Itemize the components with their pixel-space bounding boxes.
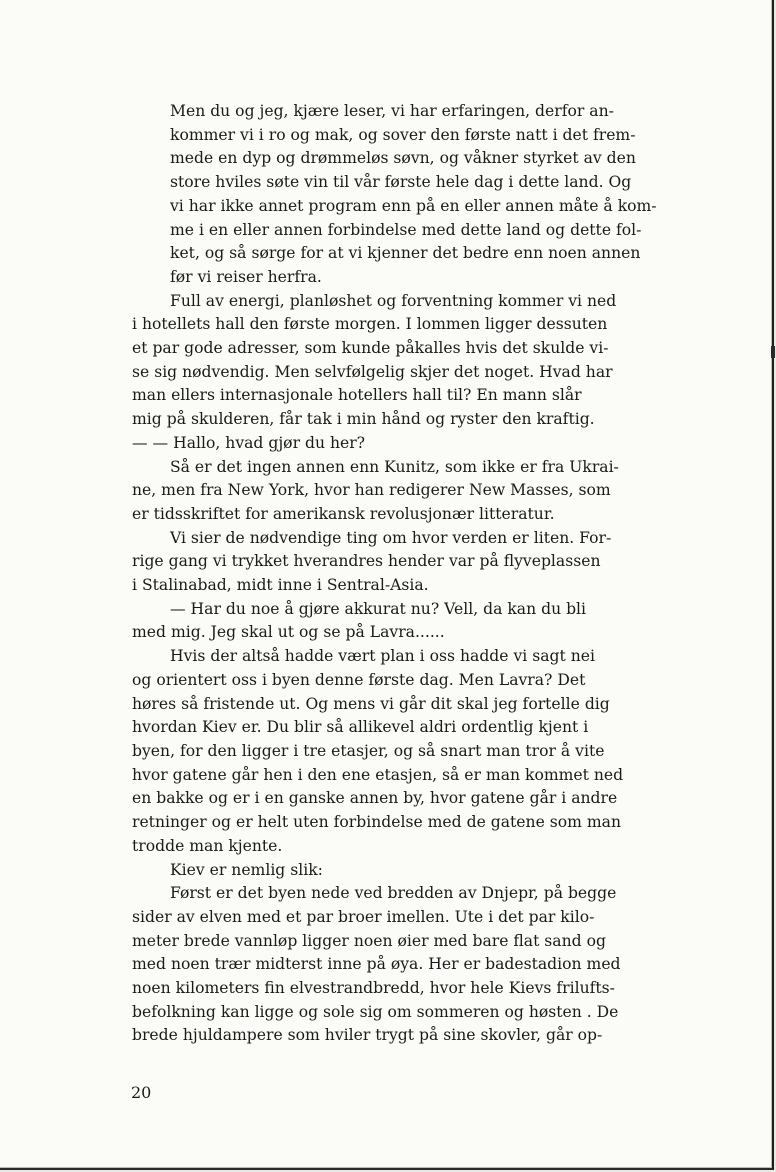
- text-line: byen, for den ligger i tre etasjer, og så snart man tror å vite: [132, 741, 605, 760]
- text-line: en bakke og er i en ganske annen by, hvor gatene går i andre: [132, 789, 618, 808]
- page-edge-mark: [771, 346, 775, 358]
- text-line: — — Hallo, hvad gjør du her?: [132, 433, 366, 452]
- text-line: hvor gatene går hen i den ene etasjen, så er man kommet ned: [132, 765, 624, 784]
- text-line: Men du og jeg, kjære leser, vi har erfaringen, derfor an-: [170, 102, 614, 120]
- text-line: befolkning kan ligge og sole sig om sommeren og høsten . De: [132, 1002, 619, 1021]
- paragraph-3: [132, 432, 694, 456]
- text-line: Først er det byen nede ved bredden av Dnjepr, på begge: [170, 884, 617, 903]
- text-line: i hotellets hall den første morgen. I lommen ligger dessuten: [132, 315, 608, 334]
- text-line: hvordan Kiev er. Du blir så allikevel aldri ordentlig kjent i: [132, 718, 589, 737]
- paragraph-9: [132, 882, 694, 1048]
- text-line: vi har ikke annet program enn på en eller annen måte å kom-: [170, 196, 657, 215]
- paragraph-8: [132, 859, 694, 883]
- text-line: — Har du noe å gjøre akkurat nu? Vell, da kan du bli: [170, 599, 587, 618]
- text-line: noen kilometers fin elvestrandbredd, hvor hele Kievs frilufts-: [132, 979, 615, 998]
- text-line: retninger og er helt uten forbindelse med de gatene som man: [132, 813, 622, 832]
- paragraph-2: [132, 290, 694, 432]
- text-line: mede en dyp og drømmeløs søvn, og våkner styrket av den: [170, 149, 636, 168]
- text-line: ne, men fra New York, hvor han redigerer New Masses, som: [132, 481, 611, 500]
- paragraph-6: [132, 598, 694, 645]
- body-text: [132, 100, 694, 1048]
- paragraph-4: [132, 456, 694, 527]
- paragraph-5: [132, 527, 694, 598]
- text-line: med mig. Jeg skal ut og se på Lavra......: [132, 623, 445, 642]
- text-line: Så er det ingen annen enn Kunitz, som ikke er fra Ukrai-: [170, 457, 619, 476]
- text-line: mig på skulderen, får tak i min hånd og ryster den kraftig.: [132, 410, 595, 429]
- text-line: ket, og så sørge for at vi kjenner det bedre enn noen annen: [170, 244, 641, 263]
- text-line: med noen trær midterst inne på øya. Her er badestadion med: [132, 955, 621, 974]
- text-line: Hvis der altså hadde vært plan i oss hadde vi sagt nei: [170, 647, 595, 666]
- text-line: Full av energi, planløshet og forventning kommer vi ned: [170, 291, 617, 310]
- text-line: me i en eller annen forbindelse med dette land og dette fol-: [170, 220, 642, 239]
- text-line: man ellers internasjonale hotellers hall til? En mann slår: [132, 386, 582, 405]
- text-line: høres så fristende ut. Og mens vi går dit skal jeg fortelle dig: [132, 694, 610, 713]
- text-line: meter brede vannløp ligger noen øier med bare flat sand og: [132, 931, 606, 950]
- text-line: rige gang vi trykket hverandres hender var på flyveplassen: [132, 552, 601, 571]
- text-line: et par gode adresser, som kunde påkalles hvis det skulde vi-: [132, 339, 609, 358]
- text-line: Vi sier de nødvendige ting om hvor verden er liten. For-: [170, 528, 612, 547]
- text-line: store hviles søte vin til vår første hele dag i dette land. Og: [170, 173, 632, 192]
- text-line: sider av elven med et par broer imellen. Ute i det par kilo-: [132, 907, 595, 926]
- paragraph-1: [132, 100, 694, 290]
- text-line: kommer vi i ro og mak, og sover den første natt i det frem-: [170, 125, 636, 144]
- text-line: se sig nødvendig. Men selvfølgelig skjer det noget. Hvad har: [132, 362, 613, 381]
- text-line: og orientert oss i byen denne første dag. Men Lavra? Det: [132, 670, 586, 689]
- text-line: er tidsskriftet for amerikansk revolusjonær litteratur.: [132, 504, 555, 523]
- text-line: i Stalinabad, midt inne i Sentral-Asia.: [132, 576, 429, 595]
- page-number: 20: [131, 1083, 152, 1102]
- text-line: før vi reiser herfra.: [170, 267, 322, 286]
- text-line: brede hjuldampere som hviler trygt på sine skovler, går op-: [132, 1026, 603, 1045]
- paragraph-7: [132, 645, 694, 858]
- text-line: trodde man kjente.: [132, 836, 283, 855]
- text-line: Kiev er nemlig slik:: [170, 860, 323, 879]
